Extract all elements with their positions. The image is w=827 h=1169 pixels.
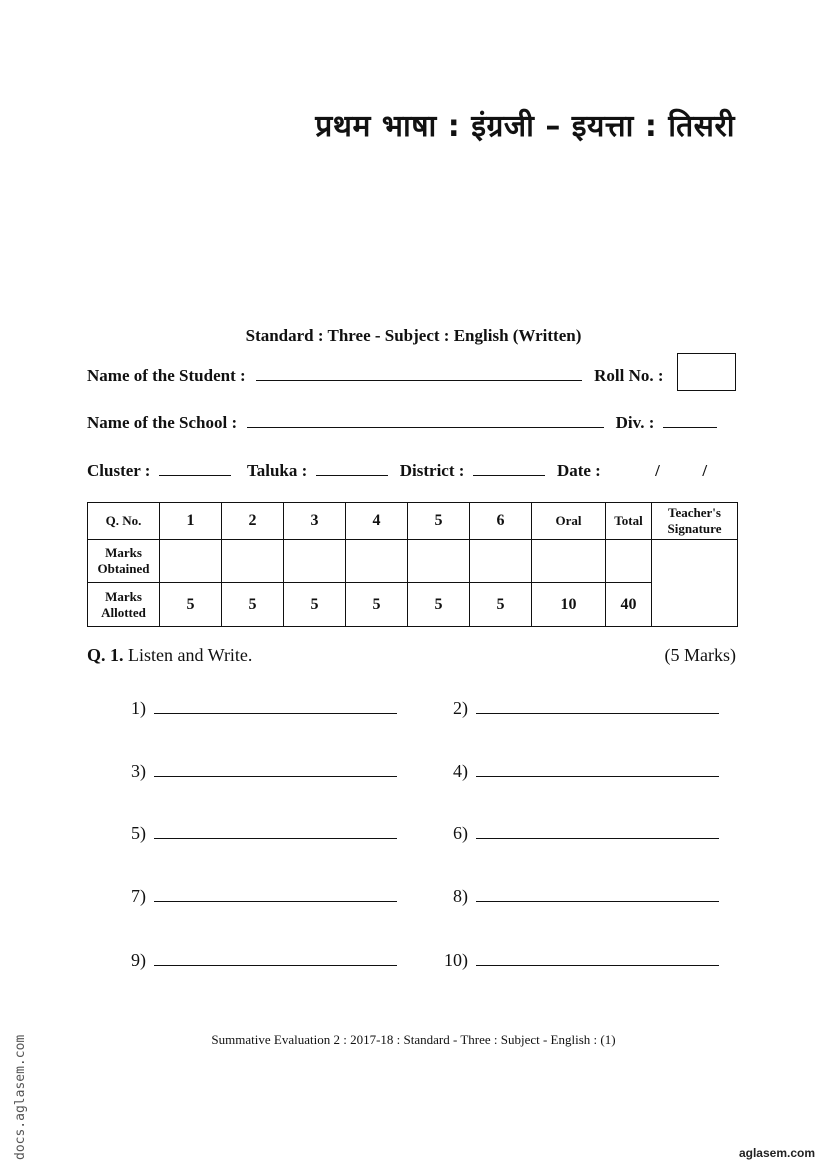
obtained-cell-3[interactable] <box>284 540 346 583</box>
col-header-3: 3 <box>284 503 346 540</box>
div-field[interactable] <box>663 414 717 428</box>
answer-number-8: 8) <box>453 886 468 906</box>
marks-table <box>87 502 738 627</box>
school-name-label: Name of the School : <box>87 413 238 432</box>
answer-line-10[interactable] <box>428 950 719 971</box>
page-footer: Summative Evaluation 2 : 2017-18 : Standard - Three : Subject - English : (1) <box>211 1032 616 1047</box>
allotted-cell-2: 5 <box>222 583 284 627</box>
col-header-5: 5 <box>408 503 470 540</box>
answer-blank-10[interactable] <box>476 950 719 966</box>
allotted-cell-3: 5 <box>284 583 346 627</box>
answer-blank-7[interactable] <box>154 886 397 902</box>
col-header-2: 2 <box>222 503 284 540</box>
answer-line-9[interactable] <box>106 950 397 971</box>
answer-line-3[interactable] <box>106 761 397 782</box>
signature-header: Teacher's Signature <box>652 503 738 540</box>
answer-blank-5[interactable] <box>154 823 397 839</box>
qno-header: Q. No. <box>88 503 160 540</box>
question-1-text: Listen and Write. <box>128 645 253 665</box>
allotted-cell-oral: 10 <box>532 583 606 627</box>
table-row-header <box>88 503 738 540</box>
answer-number-1: 1) <box>131 698 146 718</box>
question-1-heading <box>87 645 252 666</box>
question-1-number: Q. 1. <box>87 645 124 665</box>
table-row-obtained <box>88 540 738 583</box>
answer-blank-2[interactable] <box>476 698 719 714</box>
district-field[interactable] <box>473 462 545 476</box>
allotted-cell-1: 5 <box>160 583 222 627</box>
answer-number-6: 6) <box>453 823 468 843</box>
school-name-row <box>87 413 737 433</box>
col-header-1: 1 <box>160 503 222 540</box>
allotted-cell-5: 5 <box>408 583 470 627</box>
col-header-total: Total <box>606 503 652 540</box>
page-title-marathi: प्रथम भाषा : इंग्रजी – इयत्ता : तिसरी <box>315 109 735 144</box>
answer-number-4: 4) <box>453 761 468 781</box>
obtained-cell-1[interactable] <box>160 540 222 583</box>
question-1-marks: (5 Marks) <box>664 645 736 665</box>
obtained-cell-2[interactable] <box>222 540 284 583</box>
cluster-field[interactable] <box>159 462 231 476</box>
answer-blank-3[interactable] <box>154 761 397 777</box>
marks-obtained-label: Marks Obtained <box>88 540 160 583</box>
roll-no-box[interactable] <box>677 353 736 391</box>
location-row <box>87 461 737 481</box>
obtained-cell-5[interactable] <box>408 540 470 583</box>
answer-number-7: 7) <box>131 886 146 906</box>
answer-number-2: 2) <box>453 698 468 718</box>
answer-line-2[interactable] <box>428 698 719 719</box>
answer-number-9: 9) <box>131 950 146 970</box>
student-name-label: Name of the Student : <box>87 366 246 385</box>
taluka-label: Taluka : <box>246 461 308 480</box>
answer-blank-8[interactable] <box>476 886 719 902</box>
allotted-cell-6: 5 <box>470 583 532 627</box>
answer-line-5[interactable] <box>106 823 397 844</box>
school-name-field[interactable] <box>247 414 604 428</box>
answer-line-7[interactable] <box>106 886 397 907</box>
answer-number-5: 5) <box>131 823 146 843</box>
standard-subject-line: Standard : Three - Subject : English (Written) <box>245 326 582 345</box>
answer-number-10: 10) <box>444 950 468 970</box>
obtained-cell-6[interactable] <box>470 540 532 583</box>
corner-watermark: aglasem.com <box>738 1146 815 1160</box>
side-watermark: docs.aglasem.com <box>13 1034 28 1160</box>
student-name-field[interactable] <box>256 367 582 381</box>
allotted-cell-total: 40 <box>606 583 652 627</box>
district-label: District : <box>399 461 465 480</box>
col-header-oral: Oral <box>532 503 606 540</box>
answer-line-1[interactable] <box>106 698 397 719</box>
signature-cell[interactable] <box>652 540 738 627</box>
answer-blank-6[interactable] <box>476 823 719 839</box>
obtained-cell-4[interactable] <box>346 540 408 583</box>
marks-allotted-label: Marks Allotted <box>88 583 160 627</box>
allotted-cell-4: 5 <box>346 583 408 627</box>
col-header-4: 4 <box>346 503 408 540</box>
cluster-label: Cluster : <box>87 461 151 480</box>
answer-line-6[interactable] <box>428 823 719 844</box>
answer-number-3: 3) <box>131 761 146 781</box>
obtained-cell-oral[interactable] <box>532 540 606 583</box>
answer-line-8[interactable] <box>428 886 719 907</box>
answer-line-4[interactable] <box>428 761 719 782</box>
date-field[interactable]: / / <box>655 461 708 480</box>
answer-blank-1[interactable] <box>154 698 397 714</box>
answer-blank-4[interactable] <box>476 761 719 777</box>
div-label: Div. : <box>615 413 655 432</box>
student-name-row <box>87 366 737 386</box>
obtained-cell-total[interactable] <box>606 540 652 583</box>
table-row-allotted <box>88 583 738 627</box>
col-header-6: 6 <box>470 503 532 540</box>
roll-no-label: Roll No. : <box>594 366 664 385</box>
answer-blank-9[interactable] <box>154 950 397 966</box>
date-label: Date : <box>556 461 601 480</box>
taluka-field[interactable] <box>316 462 388 476</box>
